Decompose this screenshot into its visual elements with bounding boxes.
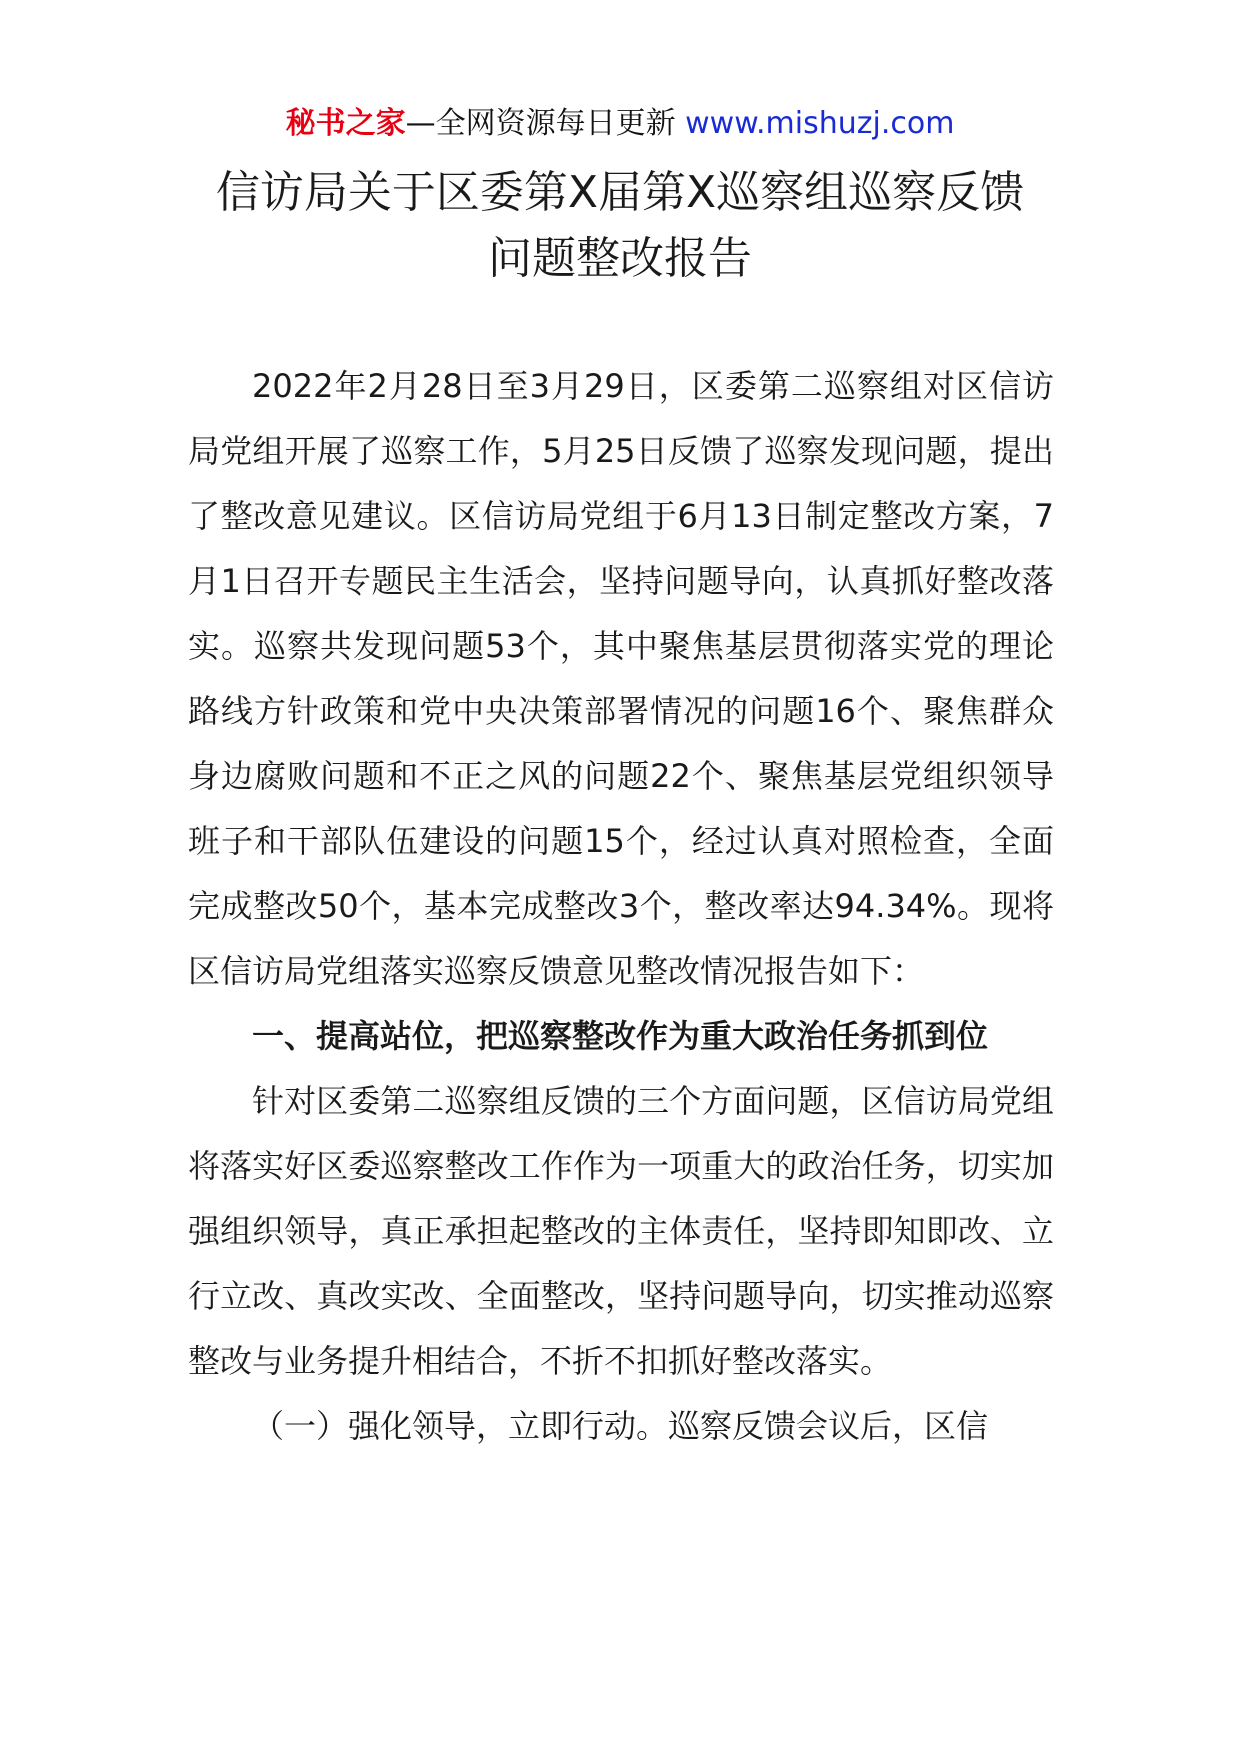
- title-line-1: 信访局关于区委第Ⅹ届第Ⅹ巡察组巡察反馈: [215, 167, 1025, 218]
- title-line-2: 问题整改报告: [488, 233, 752, 284]
- intro-paragraph: 2022年2月28日至3月29日，区委第二巡察组对区信访局党组开展了巡察工作，5月25日反馈了巡察发现问题，提出了整改意见建议。区信访局党组于6月13日制定整改方案，7月1日召开专题民主生活会，坚持问题导向，认真抓好整改落实。巡察共发现问题53个，其中聚焦基层贯彻落实党的理论路线方针政策和党中央决策部署情况的问题16个、聚焦群众身边腐败问题和不正之风的问题22个、聚焦基层党组织领导班子和干部队伍建设的问题15个，经过认真对照检查，全面完成整改50个，基本完成整改3个，整改率达94.34%。现将区信访局党组落实巡察反馈意见整改情况报告如下：: [188, 367, 1054, 990]
- brand-name: 秘书之家: [285, 106, 406, 141]
- site-banner: [0, 102, 1240, 146]
- banner-tagline: —全网资源每日更新: [405, 106, 676, 141]
- section-heading-1: 一、提高站位，把巡察整改作为重大政治任务抓到位: [252, 1017, 989, 1055]
- subsection-1-paragraph: （一）强化领导，立即行动。巡察反馈会议后，区信: [252, 1407, 989, 1445]
- section-1-paragraph: 针对区委第二巡察组反馈的三个方面问题，区信访局党组将落实好区委巡察整改工作作为一项重大的政治任务，切实加强组织领导，真正承担起整改的主体责任，坚持即知即改、立行立改、真改实改、全面整改，坚持问题导向，切实推动巡察整改与业务提升相结合，不折不扣抓好整改落实。: [188, 1082, 1054, 1380]
- document-title: [150, 160, 1090, 292]
- document-body: [188, 354, 1054, 1459]
- site-link[interactable]: www.mishuzj.com: [685, 106, 955, 141]
